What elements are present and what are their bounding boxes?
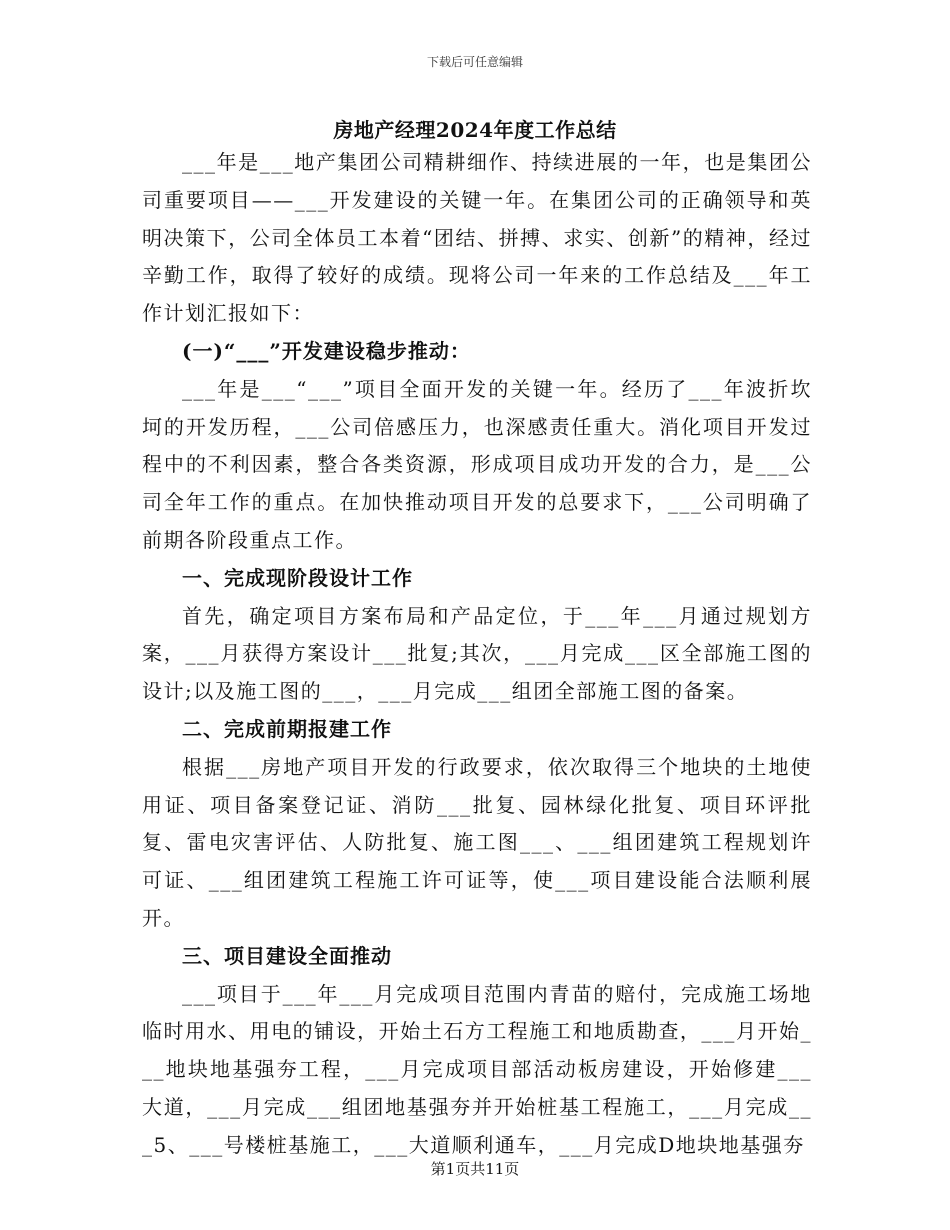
subsection-heading-construction: 三、项目建设全面推动 xyxy=(182,943,392,968)
design-paragraph: 首先，确定项目方案布局和产品定位，于___年___月通过规划方案，___月获得方案设计___批复;其次，___月完成___区全部施工图的设计;以及施工图的___，___月完成___组团全部施工图的备案。 xyxy=(142,603,812,704)
section-heading-1: (一)“___”开发建设稳步推动： xyxy=(182,338,471,363)
subsection-heading-design: 一、完成现阶段设计工作 xyxy=(182,565,413,590)
header-note: 下载后可任意编辑 xyxy=(426,55,523,69)
construction-paragraph: ___项目于___年___月完成项目范围内青苗的赔付，完成施工场地临时用水、用电的铺设，开始土石方工程施工和地质勘查，___月开始___地块地基强夯工程，___月完成项目部活动板房建设，开始修建___大道，___月完成___组团地基强夯并开始桩基工程施工，___月完成___5、___号楼桩基施工，___大道顺利通车，___月完成D地块地基强夯 xyxy=(142,981,812,1157)
approval-paragraph: 根据___房地产项目开发的行政要求，依次取得三个地块的土地使用证、项目备案登记证、消防___批复、园林绿化批复、项目环评批复、雷电灾害评估、人防批复、施工图___、___组团建筑工程规划许可证、___组团建筑工程施工许可证等，使___项目建设能合法顺利展开。 xyxy=(142,754,812,930)
document-title: 房地产经理2024年度工作总结 xyxy=(333,118,617,142)
page-number-footer: 第1页共11页 xyxy=(430,1160,520,1178)
document-body xyxy=(142,144,812,1165)
subsection-heading-approval: 二、完成前期报建工作 xyxy=(182,716,392,741)
section-paragraph-1: ___年是___“___”项目全面开发的关键一年。经历了___年波折坎坷的开发历程，___公司倍感压力，也深感责任重大。消化项目开发过程中的不利因素，整合各类资源，形成项目成功开发的合力，是___公司全年工作的重点。在加快推动项目开发的总要求下，___公司明确了前期各阶段重点工作。 xyxy=(142,376,812,552)
intro-paragraph: ___年是___地产集团公司精耕细作、持续进展的一年，也是集团公司重要项目——___开发建设的关键一年。在集团公司的正确领导和英明决策下，公司全体员工本着“团结、拼搏、求实、创新”的精神，经过辛勤工作，取得了较好的成绩。现将公司一年来的工作总结及___年工作计划汇报如下： xyxy=(142,150,812,326)
